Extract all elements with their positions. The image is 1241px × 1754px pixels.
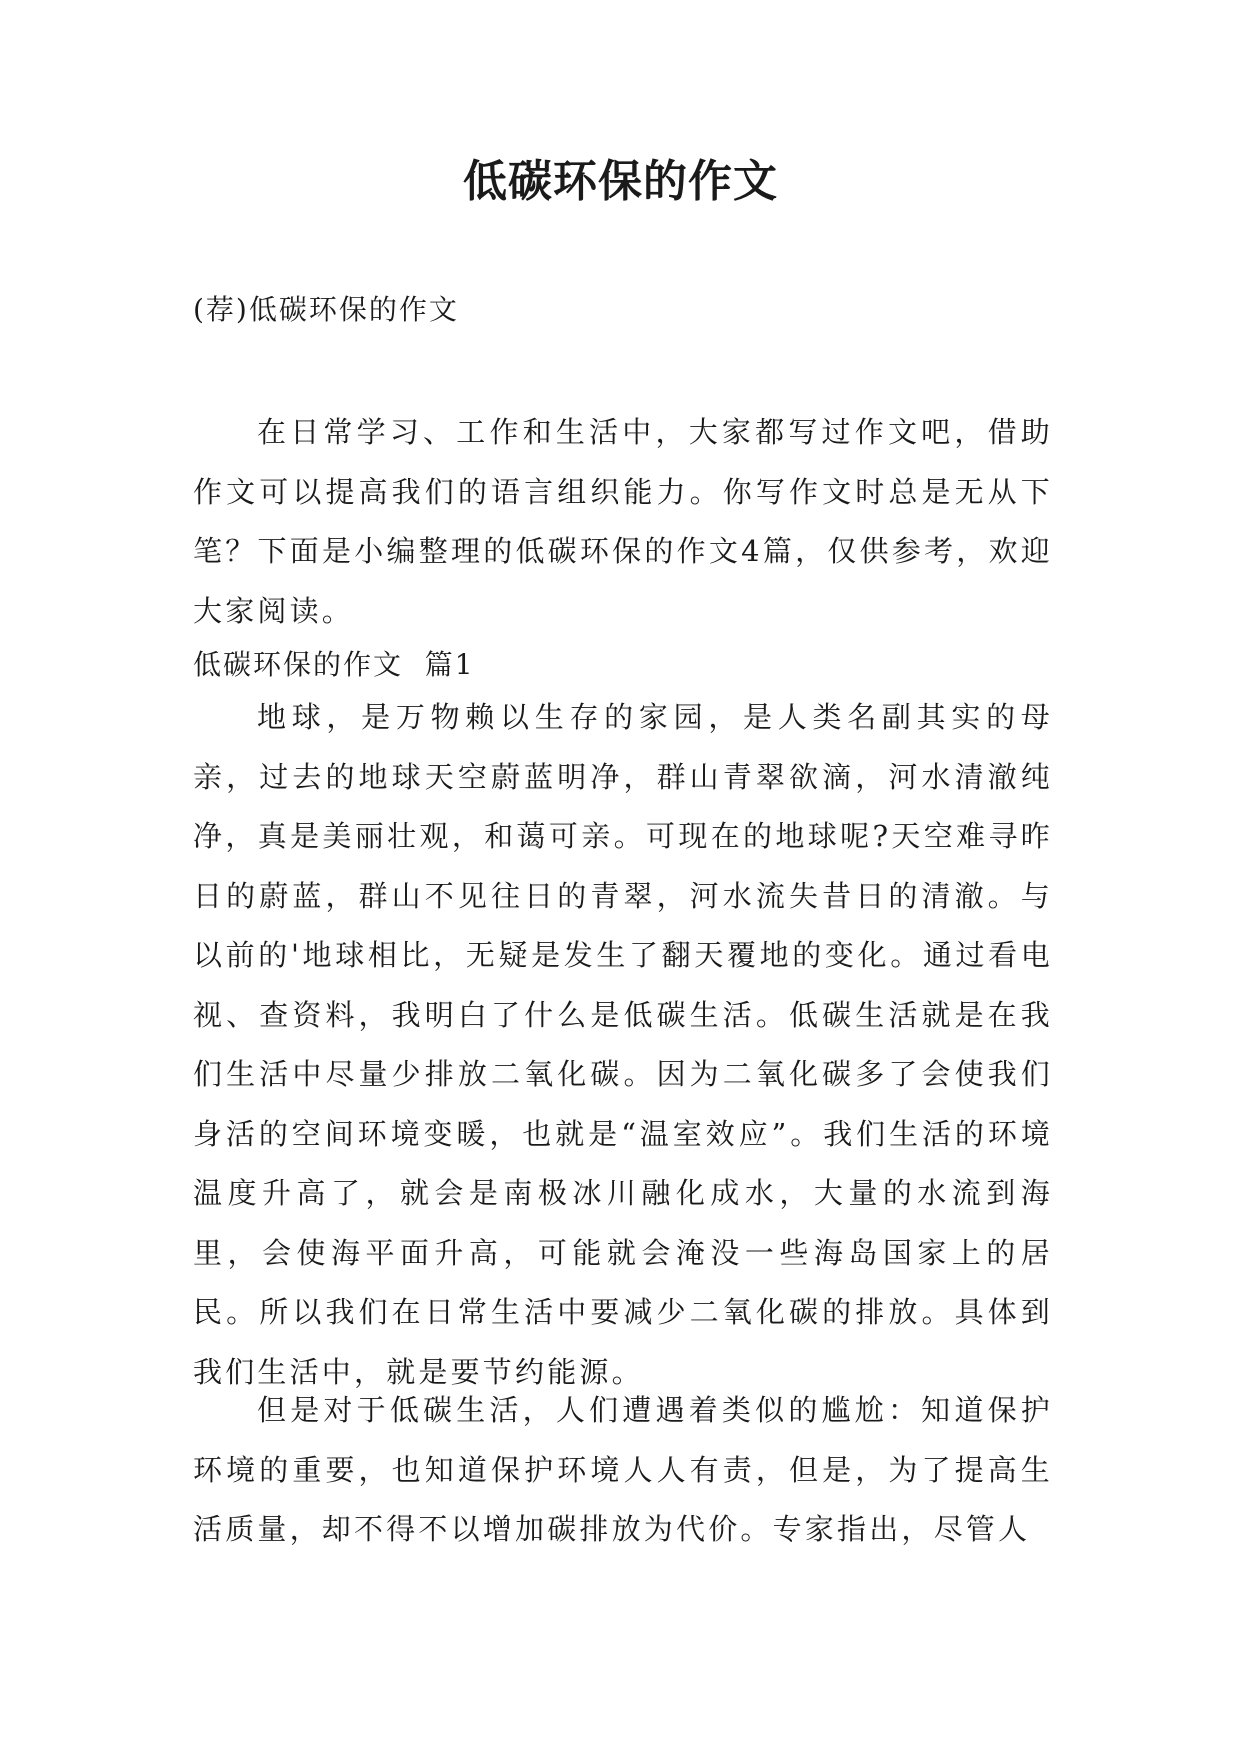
document-title: 低碳环保的作文 bbox=[463, 156, 778, 207]
section-heading: 低碳环保的作文 篇1 bbox=[193, 648, 475, 681]
intro-paragraph: 在日常学习、工作和生活中，大家都写过作文吧，借助作文可以提高我们的语言组织能力。你写作文时总是无从下笔？下面是小编整理的低碳环保的作文4篇，仅供参考，欢迎大家阅读。 bbox=[193, 415, 1053, 628]
body-paragraph-1: 地球，是万物赖以生存的家园，是人类名副其实的母亲，过去的地球天空蔚蓝明净，群山青翠欲滴，河水清澈纯净，真是美丽壮观，和蔼可亲。可现在的地球呢?天空难寻昨日的蔚蓝，群山不见往日的青翠，河水流失昔日的清澈。与以前的'地球相比，无疑是发生了翻天覆地的变化。通过看电视、查资料，我明白了什么是低碳生活。低碳生活就是在我们生活中尽量少排放二氧化碳。因为二氧化碳多了会使我们身活的空间环境变暖，也就是“温室效应”。我们生活的环境温度升高了，就会是南极冰川融化成水，大量的水流到海里，会使海平面升高，可能就会淹没一些海岛国家上的居民。所以我们在日常生活中要减少二氧化碳的排放。具体到我们生活中，就是要节约能源。 bbox=[193, 700, 1053, 1389]
body-paragraph-2: 但是对于低碳生活，人们遭遇着类似的尴尬：知道保护环境的重要，也知道保护环境人人有责，但是，为了提高生活质量，却不得不以增加碳排放为代价。专家指出，尽管人 bbox=[193, 1393, 1053, 1546]
document-subtitle: (荐)低碳环保的作文 bbox=[193, 293, 459, 326]
